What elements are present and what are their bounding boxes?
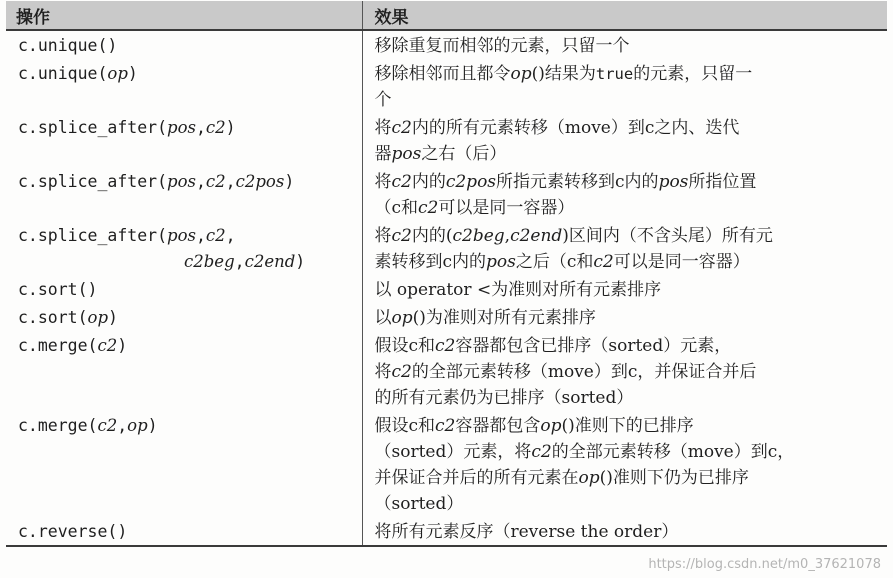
operation-cell: c.unique() bbox=[6, 30, 362, 59]
table-row bbox=[6, 221, 887, 275]
header-effect: 效果 bbox=[362, 1, 887, 30]
effect-cell: 将c2内的(c2beg,c2end)区间内（不含头尾）所有元 素转移到c内的pos之后（c和c2可以是同一容器） bbox=[374, 226, 773, 272]
table-row bbox=[6, 59, 887, 113]
effect-cell: 移除相邻而且都令op()结果为true的元素，只留一 个 bbox=[374, 64, 753, 110]
operation-cell: c.merge(c2) bbox=[6, 331, 362, 411]
operation-cell: c.splice_after(pos,c2,c2pos) bbox=[6, 167, 362, 221]
table-row bbox=[6, 303, 887, 331]
table-header-row bbox=[6, 1, 887, 30]
table-row bbox=[6, 411, 887, 517]
effect-cell: 以op()为准则对所有元素排序 bbox=[374, 308, 596, 328]
operation-cell: c.merge(c2,op) bbox=[6, 411, 362, 517]
table-row bbox=[6, 30, 887, 59]
table-row bbox=[6, 113, 887, 167]
operation-cell: c.splice_after(pos,c2, c2beg,c2end) bbox=[6, 221, 362, 275]
table-row bbox=[6, 275, 887, 303]
watermark: https://blog.csdn.net/m0_37621078 bbox=[648, 557, 881, 572]
effect-cell: 将所有元素反序（reverse the order） bbox=[362, 517, 887, 546]
operation-cell: c.unique(op) bbox=[6, 59, 362, 113]
effect-cell: 移除重复而相邻的元素，只留一个 bbox=[374, 36, 630, 56]
effect-cell: 将c2内的所有元素转移（move）到c之内、迭代 器pos之右（后） bbox=[374, 118, 740, 164]
effect-cell: 以 operator <为准则对所有元素排序 bbox=[374, 280, 662, 300]
operation-cell: c.sort() bbox=[6, 275, 362, 303]
operation-cell: c.sort(op) bbox=[6, 303, 362, 331]
header-operation: 操作 bbox=[6, 1, 362, 30]
table-row bbox=[6, 517, 887, 546]
operation-cell: c.reverse() bbox=[6, 517, 362, 546]
effect-cell: 将c2内的c2pos所指元素转移到c内的pos所指位置 （c和c2可以是同一容器） bbox=[374, 172, 757, 218]
effect-cell: 假设c和c2容器都包含已排序（sorted）元素， 将c2的全部元素转移（move）到c，并保证合并后 的所有元素仍为已排序（sorted） bbox=[374, 336, 757, 408]
table-row bbox=[6, 167, 887, 221]
table-row bbox=[6, 331, 887, 411]
operation-cell: c.splice_after(pos,c2) bbox=[6, 113, 362, 167]
effect-cell: 假设c和c2容器都包含op()准则下的已排序 （sorted）元素，将c2的全部元素转移（move）到c， 并保证合并后的所有元素在op()准则下仍为已排序 （sorted） bbox=[374, 416, 795, 514]
forward-list-operations-table bbox=[6, 1, 887, 547]
